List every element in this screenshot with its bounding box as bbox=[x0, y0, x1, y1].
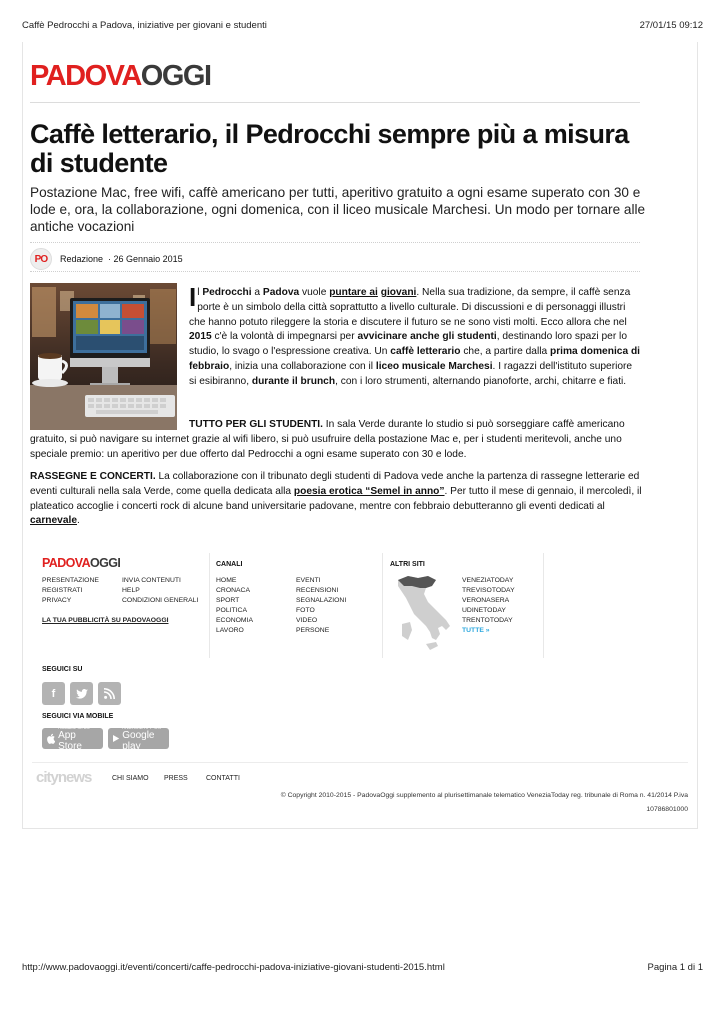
site-logo[interactable] bbox=[30, 60, 211, 93]
canale-link[interactable]: FOTO bbox=[296, 607, 315, 614]
mobile-heading: SEGUICI VIA MOBILE bbox=[42, 713, 114, 720]
divider bbox=[30, 242, 640, 243]
link-carnevale[interactable]: carnevale bbox=[30, 515, 78, 527]
print-header-title: Caffè Pedrocchi a Padova, iniziative per giovani e studenti bbox=[22, 20, 267, 31]
print-footer bbox=[22, 962, 703, 973]
canale-link[interactable]: CRONACA bbox=[216, 587, 250, 594]
copyright-text: © Copyright 2010-2015 - PadovaOggi supplemento al plurisettimanale telematico VeneziaToday reg. tribunale di Roma n. 41/2014 P.iva bbox=[280, 792, 688, 799]
app-store-buttons bbox=[42, 725, 169, 752]
footer-separator bbox=[209, 553, 210, 658]
canale-link[interactable]: PERSONE bbox=[296, 627, 330, 634]
footer-link-registrati[interactable]: REGISTRATI bbox=[42, 587, 83, 594]
bold-text: 2015 bbox=[189, 331, 212, 343]
article-image-graphic bbox=[30, 283, 177, 430]
text: . I ragazzi dell'istituto superiore si esibiranno, bbox=[189, 360, 633, 387]
facebook-icon[interactable]: f bbox=[42, 682, 65, 705]
article-date: · 26 Gennaio 2015 bbox=[108, 254, 183, 264]
section-heading-studenti: TUTTO PER GLI STUDENTI. bbox=[189, 419, 323, 430]
print-header bbox=[22, 20, 703, 31]
bold-text: prima domenica di febbraio bbox=[189, 346, 640, 372]
sister-site-link[interactable]: TRENTOTODAY bbox=[462, 617, 513, 624]
footer-divider bbox=[32, 762, 688, 763]
article-image bbox=[30, 283, 177, 430]
canale-link[interactable]: SPORT bbox=[216, 597, 240, 604]
canale-link[interactable]: LAVORO bbox=[216, 627, 244, 634]
rss-icon[interactable] bbox=[98, 682, 121, 705]
altri-siti-list bbox=[462, 576, 515, 636]
social-buttons bbox=[42, 682, 126, 705]
seguici-heading: SEGUICI SU bbox=[42, 666, 83, 673]
article-title: Caffè letterario, il Pedrocchi sempre più a misura di studente bbox=[30, 119, 629, 178]
article-paragraph-1 bbox=[189, 282, 641, 390]
article-paragraph-2 bbox=[30, 418, 642, 462]
text: vuole bbox=[299, 287, 330, 298]
print-footer-url[interactable]: http://www.padovaoggi.it/eventi/concerti/caffe-pedrocchi-padova-iniziative-giovani-studenti-2015.html bbox=[22, 962, 445, 973]
all-sites-link[interactable]: TUTTE » bbox=[462, 627, 490, 634]
link-giovani[interactable]: giovani bbox=[380, 287, 417, 298]
print-footer-page: Pagina 1 di 1 bbox=[647, 962, 703, 973]
canale-link[interactable]: VIDEO bbox=[296, 617, 318, 624]
header-divider bbox=[30, 102, 640, 103]
bold-text: durante il brunch bbox=[251, 375, 336, 387]
footer-links-col-2 bbox=[122, 576, 198, 606]
press-link[interactable]: PRESS bbox=[164, 775, 188, 782]
google-play-label: Google play bbox=[122, 730, 155, 752]
bold-text: Padova bbox=[262, 287, 300, 298]
section-heading-rassegne: RASSEGNE E CONCERTI. bbox=[30, 471, 156, 482]
apple-icon bbox=[47, 733, 55, 744]
canale-link[interactable]: ECONOMIA bbox=[216, 617, 254, 624]
app-store-label: App Store bbox=[58, 730, 82, 752]
text: , con i loro strumenti, alternando pianoforte, archi, chitarre e fiati. bbox=[335, 375, 627, 387]
altri-siti-heading: ALTRI SITI bbox=[390, 561, 425, 568]
footer-links-col-1 bbox=[42, 576, 99, 606]
text: l bbox=[197, 287, 203, 298]
logo-part-padova: PADOVA bbox=[42, 556, 91, 570]
canale-link[interactable]: EVENTI bbox=[296, 577, 321, 584]
footer-link-invia-contenuti[interactable]: INVIA CONTENUTI bbox=[122, 577, 181, 584]
google-play-caption: ANDROID APP ON bbox=[122, 725, 161, 730]
sister-site-link[interactable]: UDINETODAY bbox=[462, 607, 506, 614]
bold-text: caffè letterario bbox=[390, 346, 461, 358]
author-byline bbox=[30, 248, 183, 270]
divider bbox=[30, 271, 640, 272]
sister-site-link[interactable]: VERONASERA bbox=[462, 597, 510, 604]
text: , destinando loro spazi per lo studio, lo svago o l'espressione creativa. Un bbox=[189, 331, 627, 358]
text: che, a partire dalla bbox=[460, 346, 550, 358]
author-name[interactable]: Redazione bbox=[60, 254, 104, 264]
text: a bbox=[251, 287, 263, 298]
google-play-button[interactable] bbox=[108, 725, 169, 752]
app-store-button[interactable] bbox=[42, 725, 103, 752]
author-avatar bbox=[30, 248, 52, 270]
canali-heading: CANALI bbox=[216, 561, 243, 568]
text: . bbox=[77, 515, 80, 527]
canale-link[interactable]: RECENSIONI bbox=[296, 587, 339, 594]
print-header-datetime: 27/01/15 09:12 bbox=[639, 20, 703, 31]
link-puntare-ai[interactable]: puntare ai bbox=[329, 287, 378, 298]
twitter-icon[interactable] bbox=[70, 682, 93, 705]
link-poesia-erotica[interactable]: poesia erotica “Semel in anno” bbox=[293, 485, 445, 497]
author-avatar-text: PO bbox=[34, 253, 48, 265]
bold-text: Pedrocchi bbox=[202, 287, 252, 298]
chi-siamo-link[interactable]: CHI SIAMO bbox=[112, 775, 149, 782]
text: . Per tutto il mese di gennaio, il mercoledì, il plateatico accoglie i concerti rock di alcune band universitarie padovane, mentre con febbraio debutteranno gli eventi dedicati al bbox=[30, 485, 642, 512]
footer-link-presentazione[interactable]: PRESENTAZIONE bbox=[42, 577, 99, 584]
article-paragraph-3 bbox=[30, 470, 642, 529]
bold-text: liceo musicale Marchesi bbox=[375, 360, 493, 372]
canale-link[interactable]: HOME bbox=[216, 577, 237, 584]
text: La collaborazione con il tribunato degli studenti di Padova vede anche la partenza di rassegne letterarie ed eventi culturali nella sala Verde, come quella dedicata alla bbox=[30, 471, 640, 497]
article-subtitle: Postazione Mac, free wifi, caffè americano per tutti, aperitivo gratuito a ogni esame superato con 30 e lode e, ora, la collaborazione, ogni domenica, con il liceo musicale Marchesi. Un modo per tornare alle antiche vocazioni bbox=[30, 185, 646, 234]
italy-map-icon bbox=[392, 574, 454, 652]
logo-part-padova: PADOVA bbox=[30, 60, 141, 92]
contatti-link[interactable]: CONTATTI bbox=[206, 775, 240, 782]
logo-part-oggi: OGGI bbox=[90, 556, 121, 570]
vat-number: 10786801000 bbox=[646, 806, 688, 813]
footer-separator bbox=[382, 553, 383, 658]
sister-site-link[interactable]: VENEZIATODAY bbox=[462, 577, 514, 584]
text: . Nella sua tradizione, da sempre, il caffè senza porte è un simbolo della città soprattutto a livello culturale. Di discussioni e di personaggi illustri che hanno potuto rileggere la storia e discutere il futuro se ne sono visti molti. Ecco allora che nel bbox=[189, 287, 631, 328]
footer-link-condizioni[interactable]: CONDIZIONI GENERALI bbox=[122, 597, 199, 604]
text: c'è la volontà di impegnarsi per bbox=[211, 331, 358, 343]
canali-col-2 bbox=[296, 576, 346, 636]
text: , inizia una collaborazione con il bbox=[229, 360, 376, 372]
footer-link-help[interactable]: HELP bbox=[122, 587, 140, 594]
footer-separator bbox=[543, 553, 544, 658]
text: In sala Verde durante lo studio si può sorseggiare caffè americano gratuito, si può navigare su internet grazie al wifi libero, si può usufruire della postazione Mac e, per i studenti meritevoli, anche uno speciale premio: un aperitivo per due offerto dal Pedrocchi a ogni esame superato con 30 e lode. bbox=[30, 419, 625, 460]
footer-link-privacy[interactable]: PRIVACY bbox=[42, 597, 72, 604]
canale-link[interactable]: POLITICA bbox=[216, 607, 247, 614]
bold-text: avvicinare anche gli studenti bbox=[357, 331, 497, 343]
logo-part-oggi: OGGI bbox=[140, 60, 211, 92]
canali-col-1 bbox=[216, 576, 253, 636]
citynews-logo[interactable]: citynews bbox=[36, 769, 92, 786]
sister-site-link[interactable]: TREVISOTODAY bbox=[462, 587, 515, 594]
canale-link[interactable]: SEGNALAZIONI bbox=[296, 597, 347, 604]
footer-ads-link[interactable]: LA TUA PUBBLICITÀ SU PADOVAOGGI bbox=[42, 617, 169, 624]
drop-cap: I bbox=[189, 282, 197, 312]
play-icon bbox=[113, 734, 119, 743]
footer-logo[interactable] bbox=[42, 556, 120, 570]
app-store-caption: Available on the bbox=[58, 725, 91, 730]
